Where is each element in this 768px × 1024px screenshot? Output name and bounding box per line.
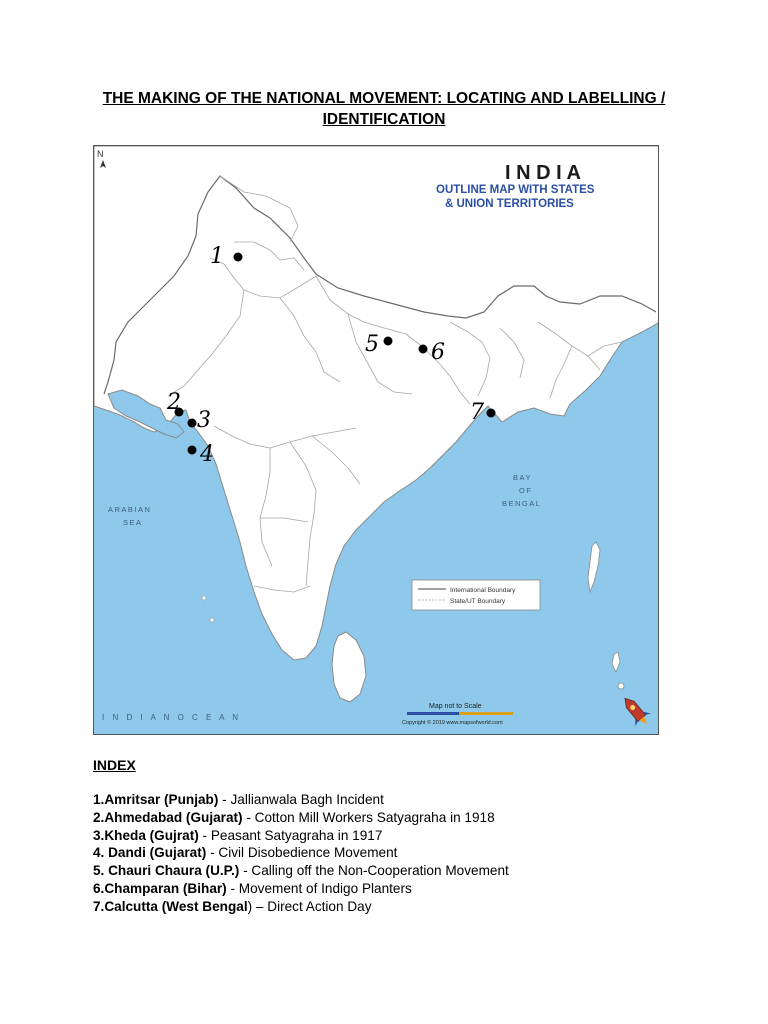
marker-dot xyxy=(419,345,428,354)
marker-dot xyxy=(487,409,496,418)
scale-note: Map not to Scale xyxy=(429,703,482,710)
index-item-place: 6.Champaran (Bihar) xyxy=(93,880,227,896)
index-item xyxy=(93,880,509,898)
legend-state-label: State/UT Boundary xyxy=(450,598,506,605)
index-item-event: ) – Direct Action Day xyxy=(247,898,372,914)
index-item xyxy=(93,898,509,916)
marker-label: 6 xyxy=(431,340,445,365)
nicobar-islet xyxy=(618,683,624,689)
index-list xyxy=(93,791,509,916)
map-legend xyxy=(412,580,540,610)
index-item-event: - Calling off the Non-Cooperation Movement xyxy=(239,863,509,879)
index-item-event: - Civil Disobedience Movement xyxy=(206,845,398,861)
index-item xyxy=(93,791,509,809)
arabian-sea-label-2: SEA xyxy=(123,518,143,527)
index-item xyxy=(93,809,509,827)
scale-bar-accent xyxy=(459,712,513,715)
lakshadweep-islet xyxy=(210,618,214,622)
index-item-place: 1.Amritsar (Punjab) xyxy=(93,792,219,807)
index-heading: INDEX xyxy=(93,757,136,773)
marker-label: 7 xyxy=(470,400,484,425)
index-item-place: 5. Chauri Chaura (U.P.) xyxy=(93,863,240,879)
index-item-place: 7.Calcutta (West Bengal xyxy=(93,898,248,914)
marker-label: 2 xyxy=(167,390,181,415)
index-item xyxy=(93,844,509,862)
index-item-place: 2.Ahmedabad (Gujarat) xyxy=(93,809,243,825)
marker-label: 3 xyxy=(197,408,211,433)
copyright-note: Copyright © 2019 www.mapsofworld.com xyxy=(402,720,503,726)
bay-label-3: BENGAL xyxy=(502,499,542,508)
index-item-event: - Peasant Satyagraha in 1917 xyxy=(198,827,383,843)
index-item-event: - Movement of Indigo Planters xyxy=(226,880,412,896)
arabian-sea-label: ARABIAN xyxy=(108,505,152,514)
marker-dot xyxy=(188,446,197,455)
north-label: N xyxy=(97,149,104,159)
index-item-event: - Cotton Mill Workers Satyagraha in 1918 xyxy=(242,809,495,825)
index-item xyxy=(93,862,509,880)
bay-label-2: OF xyxy=(519,486,533,495)
index-item xyxy=(93,827,509,845)
title-line-2: IDENTIFICATION xyxy=(322,111,446,128)
map-subheading-2: & UNION TERRITORIES xyxy=(445,198,574,210)
map-heading: I N D I A xyxy=(505,162,581,184)
marker-dot xyxy=(384,337,393,346)
marker-label: 1 xyxy=(210,244,224,269)
title-line-1: THE MAKING OF THE NATIONAL MOVEMENT: LOCATING AND LABELLING / xyxy=(102,90,666,107)
marker-2 xyxy=(166,390,184,417)
index-item-event: - Jallianwala Bagh Incident xyxy=(218,792,384,807)
map-subheading-1: OUTLINE MAP WITH STATES xyxy=(436,184,595,196)
legend-international-label: International Boundary xyxy=(450,587,516,594)
index-item-place: 4. Dandi (Gujarat) xyxy=(93,845,207,861)
document-title xyxy=(60,88,708,130)
map-svg xyxy=(94,146,659,735)
india-map xyxy=(93,145,659,735)
marker-dot xyxy=(188,419,197,428)
marker-label: 4 xyxy=(200,442,214,467)
lakshadweep-islet xyxy=(202,596,206,600)
indian-ocean-label: I N D I A N O C E A N xyxy=(102,713,242,722)
index-item-place: 3.Kheda (Gujrat) xyxy=(93,827,199,843)
marker-label: 5 xyxy=(365,332,379,357)
bay-label-1: BAY xyxy=(513,473,532,482)
marker-dot xyxy=(234,253,243,262)
